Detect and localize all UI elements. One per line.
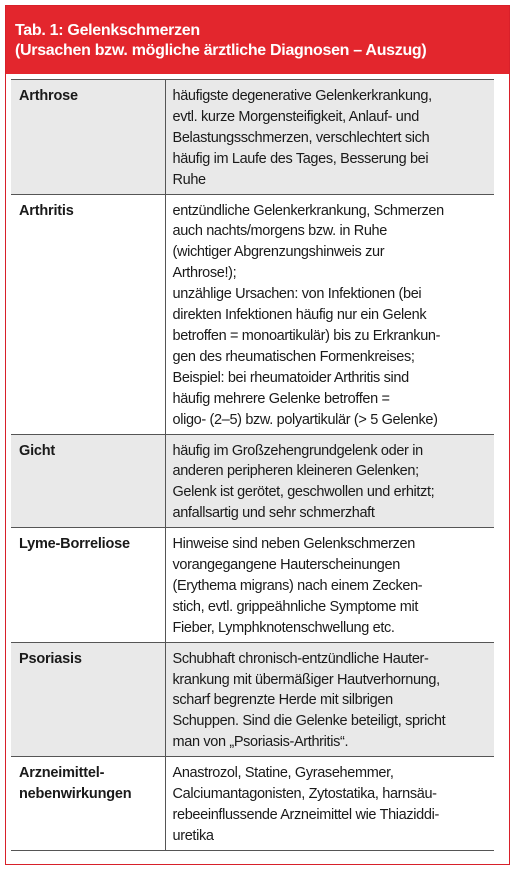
description-line: (wichtiger Abgrenzungshinweis zur — [172, 244, 385, 261]
table-row — [11, 80, 494, 195]
row-description — [165, 80, 494, 195]
row-description — [165, 528, 494, 643]
description-line: Arthrose!); — [172, 265, 237, 282]
term-line: Lyme-Borreliose — [19, 536, 130, 553]
description-line: rebeeinflussende Arzneimittel wie Thiaziddi- — [172, 807, 439, 823]
description-line: oligo- (2–5) bzw. polyartikulär (> 5 Gelenke) — [172, 411, 438, 428]
description-line: Calciumantagonisten, Zytostatika, harnsäu- — [172, 786, 437, 803]
table-row — [11, 194, 494, 434]
description-line: Hinweise sind neben Gelenkschmerzen — [172, 536, 415, 553]
description-line: scharf begrenzte Herde mit silbrigen — [172, 692, 393, 709]
description-line: häufig im Großzehengrundgelenk oder in — [172, 442, 423, 459]
description-line: (Erythema migrans) nach einem Zecken- — [172, 577, 423, 594]
description-line: Beispiel: bei rheumatoider Arthritis sind — [172, 369, 409, 386]
description-line: anderen peripheren kleineren Gelenken; — [172, 463, 419, 480]
description-line: stich, evtl. grippeähnliche Symptome mit — [172, 598, 418, 615]
row-term — [11, 757, 165, 851]
description-line: man von „Psoriasis-Arthritis“. — [172, 734, 349, 751]
table-row — [11, 528, 494, 643]
table-row — [11, 757, 494, 851]
description-line: Anastrozol, Statine, Gyrasehemmer, — [172, 765, 394, 782]
description-line: häufig im Laufe des Tages, Besserung bei — [172, 150, 429, 167]
diagnosis-table — [11, 79, 494, 851]
description-line: unzählige Ursachen: von Infektionen (bei — [172, 286, 422, 303]
term-line: Arthritis — [19, 202, 74, 219]
term-line: Arzneimittel- — [19, 765, 105, 782]
description-line: anfallsartig und sehr schmerzhaft — [172, 505, 375, 522]
term-line: nebenwirkungen — [19, 786, 132, 803]
description-line: entzündliche Gelenkerkrankung, Schmerzen — [172, 202, 444, 219]
table-title-line1: Tab. 1: Gelenkschmerzen — [15, 22, 200, 39]
description-line: Ruhe — [172, 171, 206, 188]
row-term — [11, 642, 165, 757]
description-line: Schuppen. Sind die Gelenke beteiligt, spricht — [172, 713, 446, 730]
description-line: krankung mit übermäßiger Hautverhornung, — [172, 671, 440, 688]
description-line: häufig mehrere Gelenke betroffen = — [172, 390, 390, 407]
table-title-line2: (Ursachen bzw. mögliche ärztliche Diagnosen – Auszug) — [15, 42, 427, 59]
term-line: Psoriasis — [19, 650, 82, 667]
description-line: gen des rheumatischen Formenkreises; — [172, 348, 415, 365]
row-term — [11, 194, 165, 434]
description-line: vorangegangene Hauterscheinungen — [172, 557, 400, 574]
term-line: Gicht — [19, 442, 56, 459]
row-description — [165, 642, 494, 757]
description-line: Fieber, Lymphknotenschwellung etc. — [172, 619, 395, 636]
row-term — [11, 434, 165, 528]
description-line: betroffen = monoartikulär) bis zu Erkrankun- — [172, 327, 441, 344]
description-line: uretika — [172, 827, 214, 844]
description-line: auch nachts/morgens bzw. in Ruhe — [172, 223, 387, 240]
row-description — [165, 434, 494, 528]
description-line: häufigste degenerative Gelenkerkrankung, — [172, 88, 432, 104]
row-term — [11, 528, 165, 643]
description-line: Gelenk ist gerötet, geschwollen und erhitzt; — [172, 484, 435, 501]
row-description — [165, 194, 494, 434]
description-line: Schubhaft chronisch-entzündliche Hauter- — [172, 650, 429, 667]
term-line: Arthrose — [19, 88, 78, 104]
table-body — [11, 79, 494, 851]
table-row — [11, 434, 494, 528]
table-header — [6, 6, 509, 74]
description-line: direkten Infektionen häufig nur ein Gelenk — [172, 307, 427, 324]
description-line: Belastungsschmerzen, verschlechtert sich — [172, 129, 430, 146]
description-line: evtl. kurze Morgensteifigkeit, Anlauf- und — [172, 108, 419, 125]
table-row — [11, 642, 494, 757]
row-description — [165, 757, 494, 851]
row-term — [11, 80, 165, 195]
